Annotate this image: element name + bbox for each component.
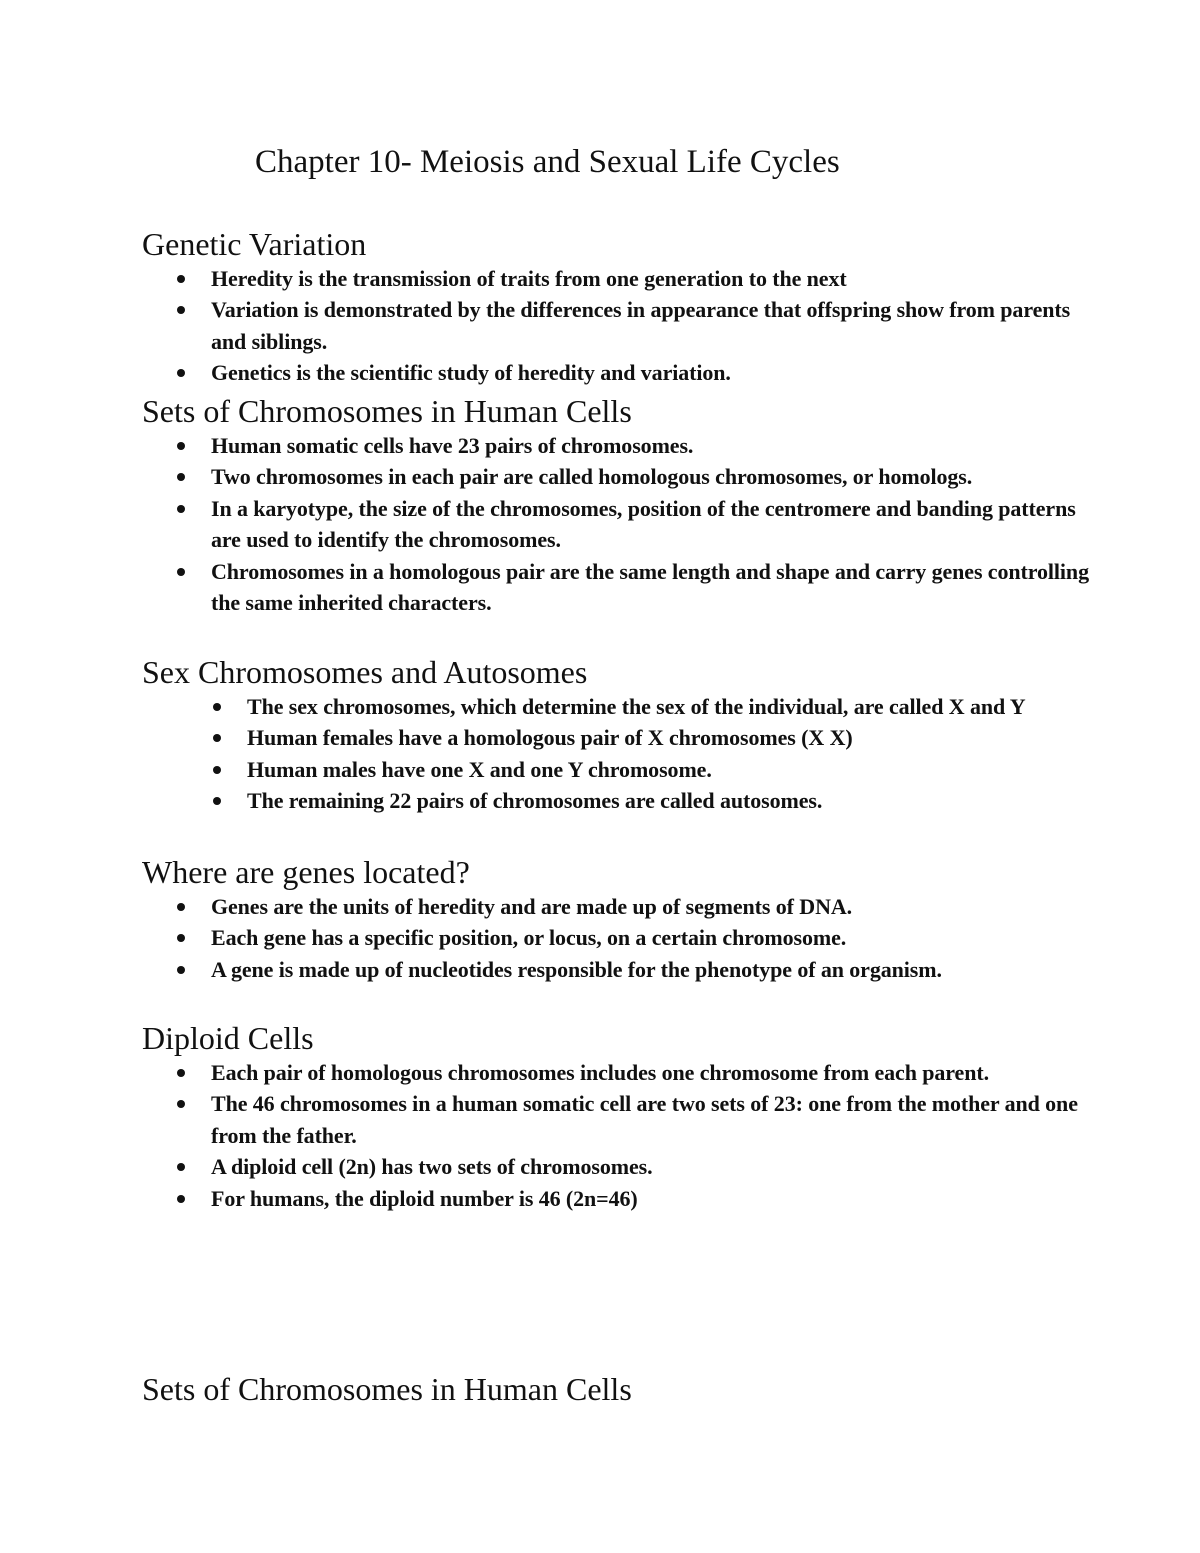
section-heading: Sex Chromosomes and Autosomes [142, 654, 588, 690]
bullet-icon [177, 1195, 185, 1203]
list-item [142, 722, 1102, 753]
list-item [142, 493, 1102, 556]
section-sets-of-chromosomes [142, 392, 1102, 618]
list-item-text: Human somatic cells have 23 pairs of chromosomes. [211, 433, 694, 458]
section-heading: Genetic Variation [142, 226, 367, 262]
list-item-text: The 46 chromosomes in a human somatic cell are two sets of 23: one from the mother and one from the father. [211, 1091, 1078, 1148]
bullet-icon [213, 734, 221, 742]
list-item [142, 357, 1102, 388]
bullet-list [142, 891, 1102, 985]
bullet-icon [177, 568, 185, 576]
section-gene-location [142, 853, 1102, 985]
list-item-text: A gene is made up of nucleotides responsible for the phenotype of an organism. [211, 956, 942, 982]
list-item [142, 1088, 1102, 1151]
bullet-icon [177, 505, 185, 513]
bullet-icon [177, 966, 185, 974]
bullet-icon [177, 1100, 185, 1108]
bullet-list [142, 1057, 1102, 1214]
list-item-text: Each gene has a specific position, or locus, on a certain chromosome. [211, 925, 847, 951]
list-item-text: Chromosomes in a homologous pair are the same length and shape and carry genes controlling the same inherited characters. [211, 558, 1089, 616]
bullet-icon [177, 369, 185, 377]
list-item-text: The sex chromosomes, which determine the sex of the individual, are called X and Y [247, 694, 1026, 719]
bullet-icon [177, 473, 185, 481]
section-heading: Sets of Chromosomes in Human Cells [142, 1371, 632, 1407]
list-item [142, 785, 1102, 816]
list-item-text: Heredity is the transmission of traits from one generation to the next [211, 266, 847, 291]
section-heading: Diploid Cells [142, 1020, 314, 1056]
page-title: Chapter 10- Meiosis and Sexual Life Cycles [255, 144, 840, 180]
bullet-list [142, 430, 1102, 618]
list-item-text: For humans, the diploid number is 46 (2n=46) [211, 1185, 638, 1211]
list-item-text: Each pair of homologous chromosomes includes one chromosome from each parent. [211, 1060, 989, 1085]
list-item [142, 922, 1102, 953]
bullet-icon [177, 306, 185, 314]
list-item-text: A diploid cell (2n) has two sets of chromosomes. [211, 1154, 653, 1180]
section-diploid-cells [142, 1019, 1102, 1214]
bullet-list [142, 263, 1102, 389]
bullet-icon [177, 1163, 185, 1171]
list-item [142, 1151, 1102, 1182]
section-heading: Where are genes located? [142, 854, 470, 890]
bullet-icon [177, 934, 185, 942]
bullet-icon [177, 275, 185, 283]
list-item [142, 954, 1102, 985]
list-item-text: Human males have one X and one Y chromosome. [247, 756, 712, 782]
section-heading: Sets of Chromosomes in Human Cells [142, 393, 632, 429]
list-item [142, 754, 1102, 785]
section-genetic-variation [142, 225, 1102, 389]
bullet-icon [213, 766, 221, 774]
section-trailing [142, 1370, 1102, 1408]
bullet-icon [177, 442, 185, 450]
bullet-icon [177, 903, 185, 911]
bullet-icon [213, 703, 221, 711]
list-item-text: Genetics is the scientific study of heredity and variation. [211, 360, 731, 386]
list-item-text: Genes are the units of heredity and are made up of segments of DNA. [211, 894, 853, 919]
list-item [142, 430, 1102, 461]
list-item [142, 1183, 1102, 1214]
bullet-icon [213, 797, 221, 805]
list-item-text: Human females have a homologous pair of X chromosomes (X X) [247, 725, 853, 751]
list-item [142, 691, 1102, 722]
section-sex-chromosomes [142, 653, 1102, 817]
list-item-text: The remaining 22 pairs of chromosomes are called autosomes. [247, 788, 823, 814]
list-item [142, 556, 1102, 619]
bullet-list [142, 691, 1102, 817]
list-item-text: Variation is demonstrated by the differences in appearance that offspring show from parents and siblings. [211, 297, 1071, 354]
list-item-text: Two chromosomes in each pair are called homologous chromosomes, or homologs. [211, 464, 973, 490]
list-item [142, 461, 1102, 492]
list-item [142, 294, 1102, 357]
list-item [142, 263, 1102, 294]
list-item-text: In a karyotype, the size of the chromosomes, position of the centromere and banding patterns are used to identify the chromosomes. [211, 495, 1076, 553]
bullet-icon [177, 1069, 185, 1077]
list-item [142, 1057, 1102, 1088]
list-item [142, 891, 1102, 922]
